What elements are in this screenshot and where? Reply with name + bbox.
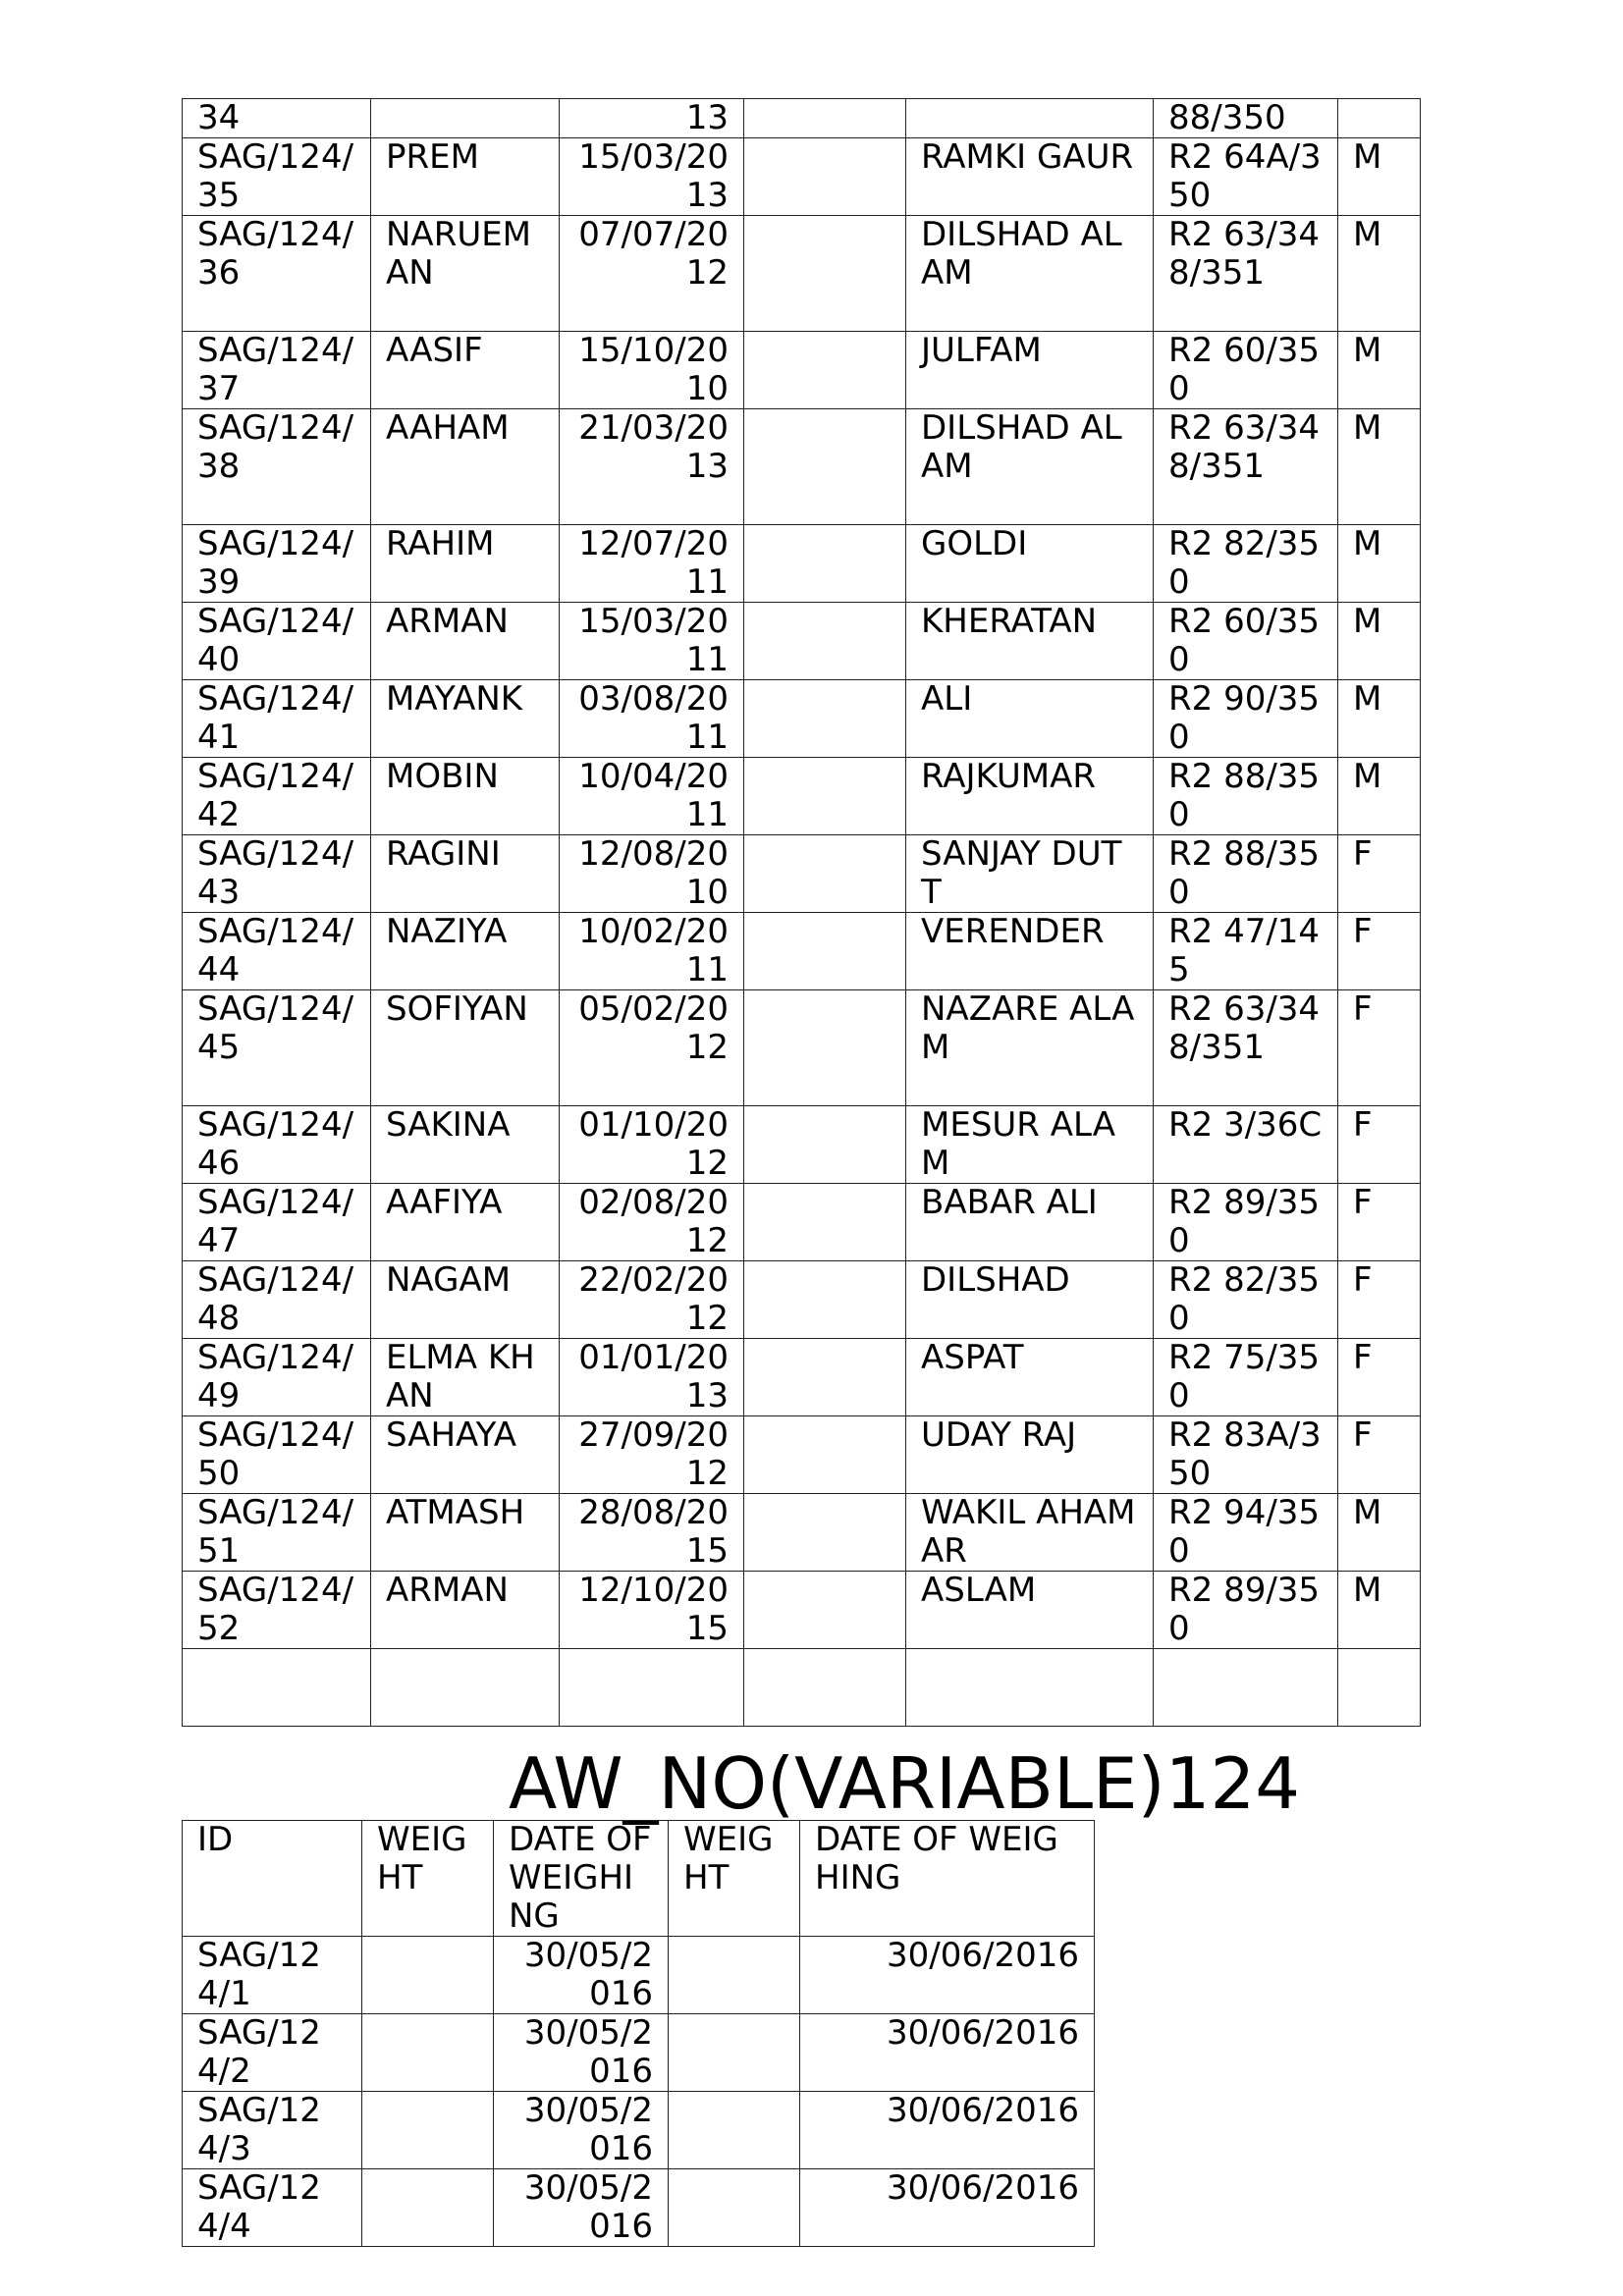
birth-date-cell: 10/04/2011 <box>560 758 744 835</box>
address-cell: R2 75/350 <box>1154 1339 1338 1416</box>
table-row <box>183 2169 1095 2247</box>
birth-date-cell: 21/03/2013 <box>560 409 744 525</box>
empty-cell <box>744 332 906 409</box>
address-cell: R2 47/145 <box>1154 913 1338 990</box>
parent-name-cell: RAJKUMAR <box>906 758 1154 835</box>
birth-date-cell: 02/08/2012 <box>560 1184 744 1261</box>
birth-date-cell: 15/10/2010 <box>560 332 744 409</box>
address-cell: R2 63/348/351 <box>1154 409 1338 525</box>
parent-name-cell <box>906 99 1154 138</box>
table-row <box>183 99 1421 138</box>
address-cell: 88/350 <box>1154 99 1338 138</box>
child-id-cell: SAG/124/42 <box>183 758 371 835</box>
column-header: ID <box>183 1821 362 1937</box>
parent-name-cell: ASLAM <box>906 1572 1154 1649</box>
parent-name-cell: BABAR ALI <box>906 1184 1154 1261</box>
header-row <box>183 1821 1095 1937</box>
birth-date-cell: 27/09/2012 <box>560 1416 744 1494</box>
table-row <box>183 1106 1421 1184</box>
parent-name-cell: NAZARE ALAM <box>906 990 1154 1106</box>
table-row <box>183 138 1421 216</box>
address-cell: R2 63/348/351 <box>1154 990 1338 1106</box>
table-row <box>183 1649 1421 1727</box>
child-name-cell <box>371 1649 560 1727</box>
child-id-cell: SAG/124/45 <box>183 990 371 1106</box>
gender-cell: M <box>1338 680 1421 758</box>
birth-date-cell: 12/10/2015 <box>560 1572 744 1649</box>
gender-cell: F <box>1338 1416 1421 1494</box>
child-name-cell: NARUEMAN <box>371 216 560 332</box>
child-name-cell: PREM <box>371 138 560 216</box>
empty-cell <box>744 1572 906 1649</box>
child-id-cell: SAG/124/38 <box>183 409 371 525</box>
table-row <box>183 1572 1421 1649</box>
address-cell: R2 89/350 <box>1154 1572 1338 1649</box>
empty-cell <box>744 1261 906 1339</box>
child-name-cell: ARMAN <box>371 1572 560 1649</box>
child-id-cell: SAG/124/47 <box>183 1184 371 1261</box>
weight-cell <box>362 1937 494 2014</box>
table-row <box>183 913 1421 990</box>
gender-cell <box>1338 99 1421 138</box>
weight-cell <box>669 1937 800 2014</box>
column-header: DATE OF WEIGHING <box>494 1821 669 1937</box>
child-id-cell: SAG/124/4 <box>183 2169 362 2247</box>
parent-name-cell: MESUR ALAM <box>906 1106 1154 1184</box>
gender-cell: F <box>1338 913 1421 990</box>
address-cell: R2 90/350 <box>1154 680 1338 758</box>
gender-cell: M <box>1338 409 1421 525</box>
gender-cell: M <box>1338 332 1421 409</box>
empty-cell <box>744 758 906 835</box>
empty-cell <box>744 1106 906 1184</box>
child-id-cell <box>183 1649 371 1727</box>
weighing-date-cell: 30/06/2016 <box>800 2092 1095 2169</box>
weighing-table <box>182 1820 1095 2247</box>
weighing-date-cell: 30/06/2016 <box>800 1937 1095 2014</box>
child-id-cell: SAG/124/37 <box>183 332 371 409</box>
table-row <box>183 525 1421 603</box>
child-id-cell: SAG/124/46 <box>183 1106 371 1184</box>
empty-cell <box>744 835 906 913</box>
gender-cell: M <box>1338 138 1421 216</box>
child-id-cell: SAG/124/3 <box>183 2092 362 2169</box>
child-name-cell: ARMAN <box>371 603 560 680</box>
birth-date-cell: 28/08/2015 <box>560 1494 744 1572</box>
gender-cell: F <box>1338 835 1421 913</box>
child-name-cell <box>371 99 560 138</box>
child-name-cell: NAZIYA <box>371 913 560 990</box>
empty-cell <box>744 216 906 332</box>
address-cell: R2 82/350 <box>1154 525 1338 603</box>
address-cell: R2 3/36C <box>1154 1106 1338 1184</box>
child-id-cell: SAG/124/48 <box>183 1261 371 1339</box>
weighing-date-cell: 30/05/2016 <box>494 2092 669 2169</box>
table-row <box>183 680 1421 758</box>
birth-date-cell: 05/02/2012 <box>560 990 744 1106</box>
birth-date-cell: 15/03/2011 <box>560 603 744 680</box>
address-cell: R2 89/350 <box>1154 1184 1338 1261</box>
column-header: WEIGHT <box>669 1821 800 1937</box>
address-cell: R2 88/350 <box>1154 758 1338 835</box>
gender-cell: M <box>1338 1494 1421 1572</box>
child-id-cell: SAG/124/1 <box>183 1937 362 2014</box>
parent-name-cell: ALI <box>906 680 1154 758</box>
birth-date-cell: 01/01/2013 <box>560 1339 744 1416</box>
weight-cell <box>362 2092 494 2169</box>
table-row <box>183 1184 1421 1261</box>
birth-date-cell: 03/08/2011 <box>560 680 744 758</box>
table-row <box>183 1494 1421 1572</box>
gender-cell: M <box>1338 525 1421 603</box>
gender-cell: M <box>1338 758 1421 835</box>
parent-name-cell: KHERATAN <box>906 603 1154 680</box>
birth-date-cell: 15/03/2013 <box>560 138 744 216</box>
weighing-date-cell: 30/06/2016 <box>800 2169 1095 2247</box>
parent-name-cell: GOLDI <box>906 525 1154 603</box>
child-id-cell: SAG/124/40 <box>183 603 371 680</box>
table-row <box>183 409 1421 525</box>
birth-date-cell: 01/10/2012 <box>560 1106 744 1184</box>
empty-cell <box>744 525 906 603</box>
child-name-cell: SOFIYAN <box>371 990 560 1106</box>
empty-cell <box>744 138 906 216</box>
child-id-cell: SAG/124/50 <box>183 1416 371 1494</box>
table-row <box>183 2092 1095 2169</box>
child-id-cell: SAG/124/2 <box>183 2014 362 2092</box>
table-row <box>183 216 1421 332</box>
empty-cell <box>744 603 906 680</box>
gender-cell: F <box>1338 1184 1421 1261</box>
address-cell <box>1154 1649 1338 1727</box>
birth-date-cell: 12/08/2010 <box>560 835 744 913</box>
address-cell: R2 60/350 <box>1154 332 1338 409</box>
empty-cell <box>744 1494 906 1572</box>
parent-name-cell: ASPAT <box>906 1339 1154 1416</box>
empty-cell <box>744 409 906 525</box>
empty-cell <box>744 99 906 138</box>
address-cell: R2 64A/350 <box>1154 138 1338 216</box>
parent-name-cell: WAKIL AHAMAR <box>906 1494 1154 1572</box>
child-name-cell: AASIF <box>371 332 560 409</box>
address-cell: R2 60/350 <box>1154 603 1338 680</box>
children-register-table <box>182 98 1421 1727</box>
child-name-cell: SAKINA <box>371 1106 560 1184</box>
child-name-cell: AAHAM <box>371 409 560 525</box>
gender-cell: F <box>1338 990 1421 1106</box>
table-row <box>183 1261 1421 1339</box>
table-row <box>183 835 1421 913</box>
parent-name-cell: RAMKI GAUR <box>906 138 1154 216</box>
weight-cell <box>362 2169 494 2247</box>
parent-name-cell: SANJAY DUTT <box>906 835 1154 913</box>
child-id-cell: SAG/124/51 <box>183 1494 371 1572</box>
empty-cell <box>744 1339 906 1416</box>
child-id-cell: 34 <box>183 99 371 138</box>
child-name-cell: SAHAYA <box>371 1416 560 1494</box>
child-id-cell: SAG/124/41 <box>183 680 371 758</box>
weight-cell <box>669 2092 800 2169</box>
child-name-cell: AAFIYA <box>371 1184 560 1261</box>
gender-cell: M <box>1338 603 1421 680</box>
gender-cell: F <box>1338 1261 1421 1339</box>
parent-name-cell <box>906 1649 1154 1727</box>
address-cell: R2 83A/350 <box>1154 1416 1338 1494</box>
child-id-cell: SAG/124/49 <box>183 1339 371 1416</box>
weight-cell <box>669 2169 800 2247</box>
table-row <box>183 1416 1421 1494</box>
table-row <box>183 758 1421 835</box>
gender-cell <box>1338 1649 1421 1727</box>
child-name-cell: MAYANK <box>371 680 560 758</box>
parent-name-cell: DILSHAD ALAM <box>906 216 1154 332</box>
weighing-date-cell: 30/05/2016 <box>494 2014 669 2092</box>
table-row <box>183 2014 1095 2092</box>
weight-cell <box>362 2014 494 2092</box>
child-name-cell: MOBIN <box>371 758 560 835</box>
address-cell: R2 94/350 <box>1154 1494 1338 1572</box>
gender-cell: M <box>1338 216 1421 332</box>
birth-date-cell: 13 <box>560 99 744 138</box>
birth-date-cell <box>560 1649 744 1727</box>
birth-date-cell: 22/02/2012 <box>560 1261 744 1339</box>
table-row <box>183 332 1421 409</box>
child-id-cell: SAG/124/44 <box>183 913 371 990</box>
weighing-date-cell: 30/05/2016 <box>494 2169 669 2247</box>
gender-cell: F <box>1338 1106 1421 1184</box>
address-cell: R2 82/350 <box>1154 1261 1338 1339</box>
child-id-cell: SAG/124/52 <box>183 1572 371 1649</box>
parent-name-cell: JULFAM <box>906 332 1154 409</box>
children-register-body <box>183 99 1421 1727</box>
column-header: WEIGHT <box>362 1821 494 1937</box>
parent-name-cell: VERENDER <box>906 913 1154 990</box>
birth-date-cell: 10/02/2011 <box>560 913 744 990</box>
weighing-date-cell: 30/05/2016 <box>494 1937 669 2014</box>
empty-cell <box>744 1416 906 1494</box>
table-row <box>183 603 1421 680</box>
empty-cell <box>744 680 906 758</box>
weighing-date-cell: 30/06/2016 <box>800 2014 1095 2092</box>
birth-date-cell: 12/07/2011 <box>560 525 744 603</box>
child-name-cell: ELMA KHAN <box>371 1339 560 1416</box>
address-cell: R2 63/348/351 <box>1154 216 1338 332</box>
table-row <box>183 1339 1421 1416</box>
empty-cell <box>744 1184 906 1261</box>
parent-name-cell: DILSHAD ALAM <box>906 409 1154 525</box>
weight-cell <box>669 2014 800 2092</box>
anganwadi-number-heading: AW_NO(VARIABLE)124 <box>509 1742 1301 1825</box>
parent-name-cell: DILSHAD <box>906 1261 1154 1339</box>
parent-name-cell: UDAY RAJ <box>906 1416 1154 1494</box>
child-id-cell: SAG/124/39 <box>183 525 371 603</box>
empty-cell <box>744 990 906 1106</box>
gender-cell: M <box>1338 1572 1421 1649</box>
birth-date-cell: 07/07/2012 <box>560 216 744 332</box>
gender-cell: F <box>1338 1339 1421 1416</box>
child-id-cell: SAG/124/35 <box>183 138 371 216</box>
child-id-cell: SAG/124/43 <box>183 835 371 913</box>
empty-cell <box>744 913 906 990</box>
table-row <box>183 990 1421 1106</box>
weighing-body <box>183 1821 1095 2247</box>
table-row <box>183 1937 1095 2014</box>
empty-cell <box>744 1649 906 1727</box>
child-name-cell: RAGINI <box>371 835 560 913</box>
column-header: DATE OF WEIGHING <box>800 1821 1095 1937</box>
child-name-cell: ATMASH <box>371 1494 560 1572</box>
child-name-cell: RAHIM <box>371 525 560 603</box>
child-id-cell: SAG/124/36 <box>183 216 371 332</box>
address-cell: R2 88/350 <box>1154 835 1338 913</box>
child-name-cell: NAGAM <box>371 1261 560 1339</box>
